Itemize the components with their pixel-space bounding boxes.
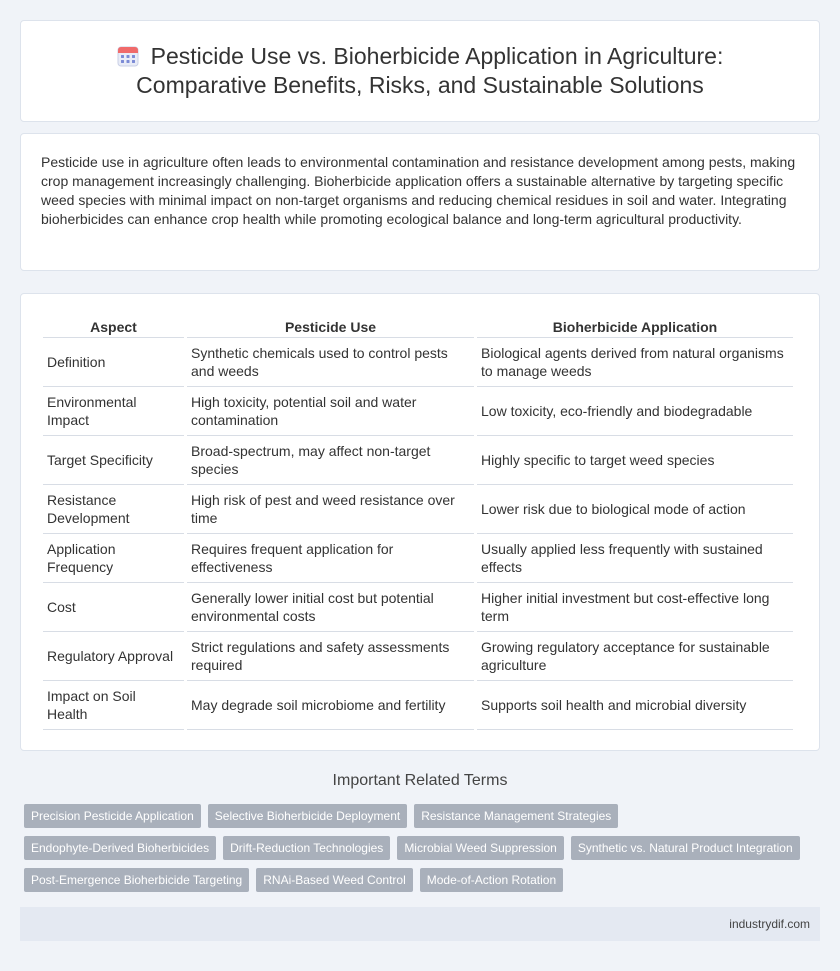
page-title-text: Pesticide Use vs. Bioherbicide Application in Agriculture: Comparative Benefits, Risks, and Sustainable Solutions: [136, 43, 724, 98]
comparison-table-card: [20, 293, 820, 751]
related-term-tag[interactable]: Synthetic vs. Natural Product Integration: [571, 836, 800, 860]
row-pesticide: Synthetic chemicals used to control pests and weeds: [187, 338, 474, 387]
row-pesticide: May degrade soil microbiome and fertility: [187, 681, 474, 730]
table-row: [43, 583, 793, 632]
row-pesticide: Requires frequent application for effectiveness: [187, 534, 474, 583]
row-aspect: Environmental Impact: [43, 387, 184, 436]
table-row: [43, 681, 793, 730]
row-aspect: Target Specificity: [43, 436, 184, 485]
tag-row: [24, 804, 824, 828]
comparison-table: [40, 312, 796, 730]
row-bioherbicide: Growing regulatory acceptance for sustainable agriculture: [477, 632, 793, 681]
table-row: [43, 436, 793, 485]
row-aspect: Resistance Development: [43, 485, 184, 534]
related-term-tag[interactable]: Endophyte-Derived Bioherbicides: [24, 836, 216, 860]
header-aspect: Aspect: [43, 312, 184, 338]
footer: [20, 907, 820, 941]
related-term-tag[interactable]: Drift-Reduction Technologies: [223, 836, 390, 860]
header-pesticide-use: Pesticide Use: [187, 312, 474, 338]
row-pesticide: High risk of pest and weed resistance over time: [187, 485, 474, 534]
related-term-tag[interactable]: RNAi-Based Weed Control: [256, 868, 413, 892]
row-bioherbicide: Biological agents derived from natural organisms to manage weeds: [477, 338, 793, 387]
row-aspect: Impact on Soil Health: [43, 681, 184, 730]
page-title: [70, 42, 770, 100]
related-term-tag[interactable]: Resistance Management Strategies: [414, 804, 618, 828]
row-bioherbicide: Lower risk due to biological mode of action: [477, 485, 793, 534]
related-term-tag[interactable]: Mode-of-Action Rotation: [420, 868, 563, 892]
related-term-tag[interactable]: Post-Emergence Bioherbicide Targeting: [24, 868, 249, 892]
tag-row: [24, 868, 824, 892]
title-card: [20, 20, 820, 122]
row-bioherbicide: Higher initial investment but cost-effective long term: [477, 583, 793, 632]
table-row: [43, 632, 793, 681]
intro-card: [20, 133, 820, 271]
intro-paragraph: Pesticide use in agriculture often leads to environmental contamination and resistance development among pests, making crop management increasingly challenging. Bioherbicide application offers a sustainable alternative by targeting specific weed species with minimal impact on non-target organisms and reducing chemical residues in soil and water. Integrating bioherbicides can enhance crop health while promoting ecological balance and long-term agricultural productivity.: [41, 154, 796, 227]
table-header-row: [43, 312, 793, 338]
row-pesticide: Generally lower initial cost but potential environmental costs: [187, 583, 474, 632]
related-terms-tags: [24, 804, 824, 900]
row-pesticide: Strict regulations and safety assessments required: [187, 632, 474, 681]
header-bioherbicide-application: Bioherbicide Application: [477, 312, 793, 338]
related-term-tag[interactable]: Microbial Weed Suppression: [397, 836, 564, 860]
table-row: [43, 534, 793, 583]
related-term-tag[interactable]: Precision Pesticide Application: [24, 804, 201, 828]
table-row: [43, 485, 793, 534]
calendar-icon: [117, 45, 139, 67]
table-row: [43, 387, 793, 436]
row-pesticide: High toxicity, potential soil and water contamination: [187, 387, 474, 436]
row-bioherbicide: Supports soil health and microbial diversity: [477, 681, 793, 730]
row-bioherbicide: Low toxicity, eco-friendly and biodegradable: [477, 387, 793, 436]
related-terms-heading: Important Related Terms: [332, 772, 508, 789]
row-bioherbicide: Highly specific to target weed species: [477, 436, 793, 485]
row-bioherbicide: Usually applied less frequently with sustained effects: [477, 534, 793, 583]
related-term-tag[interactable]: Selective Bioherbicide Deployment: [208, 804, 407, 828]
row-aspect: Application Frequency: [43, 534, 184, 583]
table-row: [43, 338, 793, 387]
row-aspect: Cost: [43, 583, 184, 632]
row-pesticide: Broad-spectrum, may affect non-target species: [187, 436, 474, 485]
row-aspect: Regulatory Approval: [43, 632, 184, 681]
tag-row: [24, 836, 824, 860]
footer-site-link[interactable]: industrydif.com: [729, 917, 810, 931]
row-aspect: Definition: [43, 338, 184, 387]
